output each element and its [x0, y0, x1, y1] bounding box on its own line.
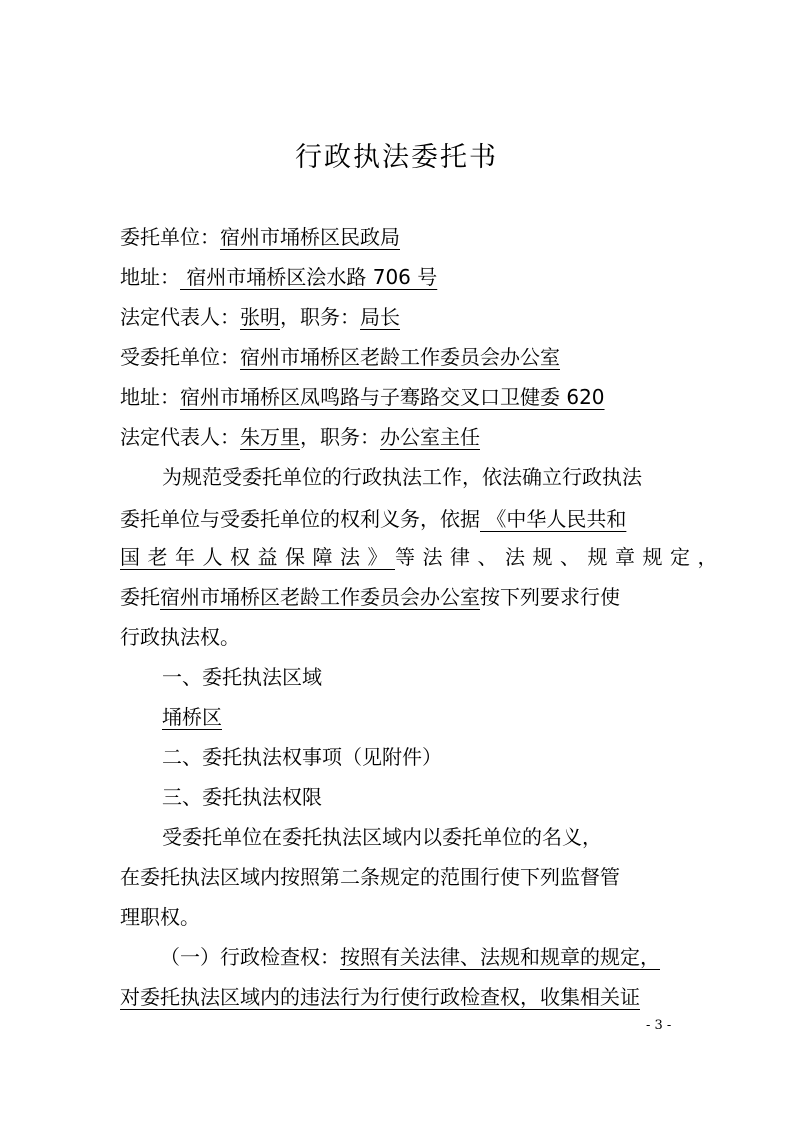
section-3-para-line-1: 受委托单位在委托执法区域内以委托单位的名义，	[162, 825, 602, 849]
position-value-1: 局长	[360, 305, 400, 329]
section-1-heading: 一、委托执法区域	[162, 665, 322, 689]
legal-rep-label-1: 法定代表人：	[120, 305, 240, 329]
section-3-para-line-2: 在委托执法区域内按照第二条规定的范围行使下列监督管	[120, 865, 620, 889]
legal-rep-label-2: 法定代表人：	[120, 425, 240, 449]
item-1-line-2: 对委托执法区域内的违法行为行使行政检查权，收集相关证	[120, 985, 640, 1009]
legal-rep-line-2	[120, 422, 480, 452]
item-1-text-1: 按照有关法律、法规和规章的规定，	[340, 945, 660, 969]
legal-rep-name-1: 张明	[240, 305, 280, 329]
entrusted-unit-label: 受委托单位：	[120, 345, 240, 369]
entrusted-unit-line	[120, 342, 560, 372]
address-label-1: 地址：	[120, 265, 180, 289]
intro-line-2	[120, 504, 626, 534]
address-line-1	[120, 262, 437, 292]
legal-rep-line-1	[120, 302, 400, 332]
intro-line-3	[120, 542, 725, 572]
address-line-2	[120, 382, 605, 412]
address-value-1: 宿州市埇桥区浍水路 706 号	[180, 265, 438, 289]
entrusting-unit-label: 委托单位：	[120, 225, 220, 249]
entrusted-unit-ref: 宿州市埇桥区老龄工作委员会办公室	[160, 585, 480, 609]
item-1-line-1	[160, 942, 660, 972]
entrusting-unit-value: 宿州市埇桥区民政局	[220, 225, 400, 249]
intro-line-4-prefix: 委托	[120, 585, 160, 609]
item-1-label: （一）行政检查权：	[160, 945, 340, 969]
position-label-1: ，职务：	[280, 305, 360, 329]
intro-line-1: 为规范受委托单位的行政执法工作，依法确立行政执法	[162, 465, 642, 489]
law-name-part-2: 国老年人权益保障法》	[120, 545, 395, 569]
position-label-2: ，职务：	[300, 425, 380, 449]
entrusting-unit-line	[120, 222, 400, 252]
position-value-2: 办公室主任	[380, 425, 480, 449]
section-2-heading: 二、委托执法权事项（见附件）	[162, 745, 442, 769]
intro-line-4-suffix: 按下列要求行使	[480, 585, 620, 609]
section-3-heading: 三、委托执法权限	[162, 785, 322, 809]
document-title: 行政执法委托书	[295, 142, 498, 173]
address-label-2: 地址：	[120, 385, 180, 409]
address-value-2: 宿州市埇桥区凤鸣路与子骞路交叉口卫健委 620	[180, 385, 605, 409]
section-3-para-line-3: 理职权。	[120, 905, 200, 929]
legal-rep-name-2: 朱万里	[240, 425, 300, 449]
law-name-part-1: 《中华人民共和	[480, 507, 627, 531]
intro-line-2-text: 委托单位与受委托单位的权利义务，依据	[120, 507, 480, 531]
intro-line-3-text: 等法律、法规、规章规定，	[395, 545, 725, 569]
section-1-value: 埇桥区	[162, 705, 222, 729]
entrusted-unit-value: 宿州市埇桥区老龄工作委员会办公室	[240, 345, 560, 369]
intro-line-5: 行政执法权。	[120, 625, 240, 649]
intro-line-4	[120, 582, 620, 612]
page-number: - 3 -	[646, 1018, 672, 1033]
